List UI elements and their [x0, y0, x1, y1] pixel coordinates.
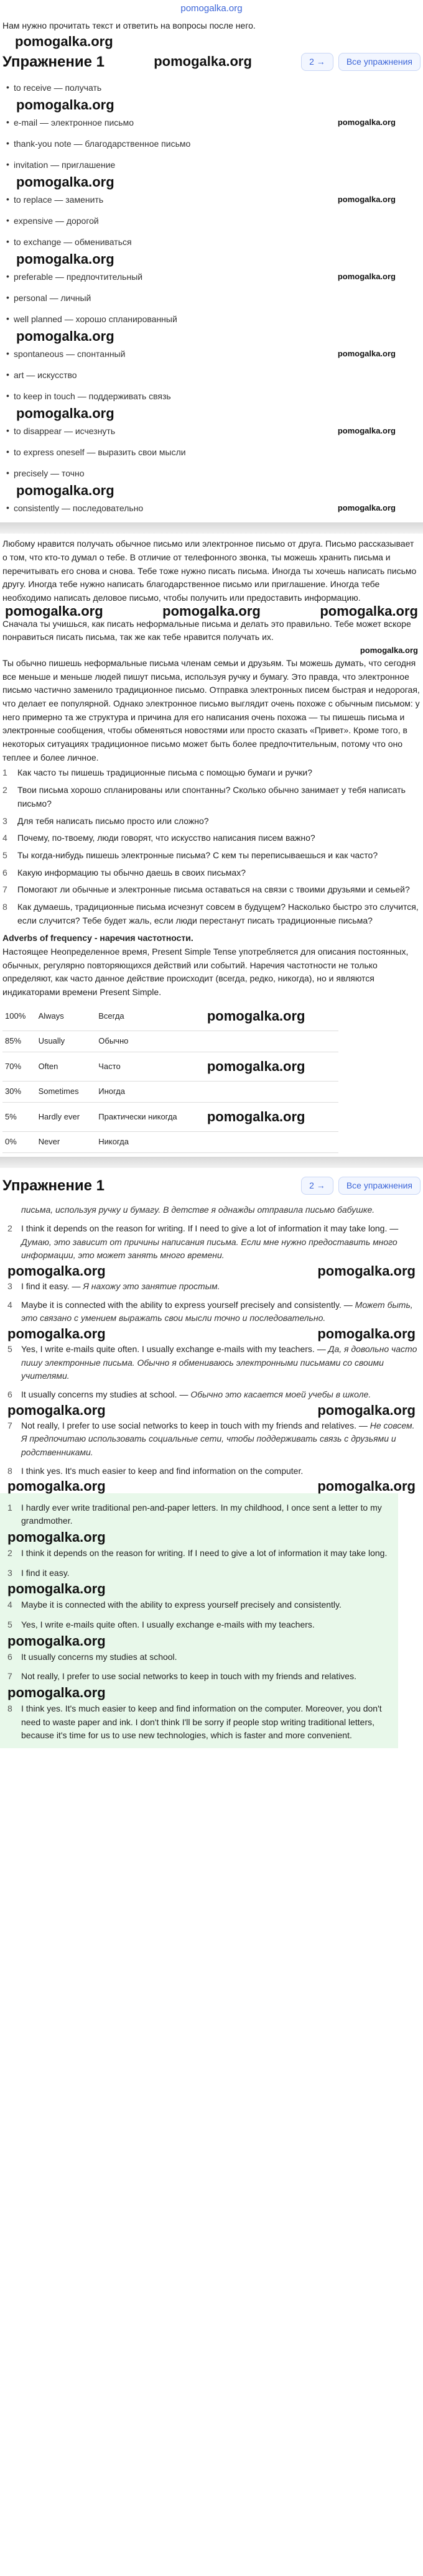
question-text: Твои письма хорошо спланированы или спонтанны? Сколько обычно занимает у тебя написать письмо? — [17, 785, 406, 808]
watermark-row — [2, 1265, 421, 1277]
watermark: pomogalka.org — [162, 603, 261, 619]
watermark-row — [2, 1404, 421, 1417]
question-number: 6 — [2, 867, 7, 878]
watermark: pomogalka.org — [7, 1581, 106, 1597]
vocab-item — [2, 210, 421, 231]
answer-text: Not really, I prefer to use social networks to keep in touch with my friends and relatives. — [21, 1671, 356, 1682]
table-cell: 5% — [2, 1102, 36, 1131]
question-item — [2, 881, 421, 899]
answer-number: 2 — [7, 1547, 12, 1558]
exercise-nav — [301, 53, 421, 72]
watermark: pomogalka.org — [7, 1325, 106, 1341]
table-cell: Sometimes — [36, 1081, 96, 1102]
vocab-item — [2, 133, 421, 154]
answer-translation: Не совсем. Я предпочитаю использовать социальные сети, чтобы поддерживать связь с друзьями и родственниками. — [21, 1420, 415, 1458]
frequency-table — [2, 1002, 338, 1153]
watermark-row — [2, 98, 421, 112]
question-item — [2, 830, 421, 847]
table-row — [2, 1031, 338, 1052]
table-cell — [205, 1102, 338, 1131]
answer-translation: письма, используя ручку и бумагу. В детстве я однажды отправила письмо бабушке. — [21, 1205, 375, 1215]
vocab-text: art — искусство — [14, 370, 77, 381]
answer-text — [21, 1222, 421, 1263]
vocab-item — [2, 308, 421, 330]
watermark-row — [2, 253, 421, 266]
answer-translation: Обычно это касается моей учебы в школе. — [190, 1389, 371, 1400]
watermark-row — [2, 1478, 421, 1494]
exercise-header — [0, 1172, 423, 1201]
vocab-item — [2, 420, 421, 442]
vocab-item — [2, 77, 421, 98]
answer-number: 5 — [7, 1619, 12, 1629]
vocab-item — [2, 287, 421, 308]
table-row — [2, 1132, 338, 1153]
answer-text: I find it easy. — [21, 1567, 70, 1578]
watermark-row — [0, 35, 423, 48]
answer-translation: Может быть, это связано с умением выражать свои мысли точно и последовательно. — [21, 1299, 413, 1323]
watermark: pomogalka.org — [7, 1633, 106, 1649]
answer-number: 6 — [7, 1389, 12, 1400]
answer-item — [2, 1417, 421, 1462]
text-paragraph-2: Сначала ты учишься, как писать неформальные письма и делать это правильно. Тебе может вскоре понравиться писать письма, так же как тебе нравится получать их. — [2, 618, 411, 642]
question-number: 4 — [2, 833, 7, 843]
table-cell: 30% — [2, 1081, 36, 1102]
watermark: pomogalka.org — [5, 603, 103, 619]
answer-text: Yes, I write e-mails quite often. I usually exchange e-mails with my teachers. — [21, 1619, 315, 1629]
table-cell: Практически никогда — [96, 1102, 205, 1131]
divider — [0, 522, 423, 534]
vocab-text: to disappear — исчезнуть — [14, 426, 116, 437]
site-link[interactable]: pomogalka.org — [180, 3, 243, 14]
question-text: Почему, по-твоему, люди говорят, что искусство написания писем важно? — [17, 833, 315, 843]
table-cell: 100% — [2, 1002, 36, 1031]
watermark: pomogalka.org — [337, 195, 396, 205]
watermark-row — [2, 1325, 421, 1341]
vocab-item — [2, 442, 421, 463]
table-cell: 70% — [2, 1052, 36, 1081]
vocab-text: spontaneous — спонтанный — [14, 349, 126, 359]
watermark: pomogalka.org — [7, 1402, 106, 1418]
question-item — [2, 782, 421, 812]
answer-item — [2, 1201, 421, 1220]
answer-number: 2 — [7, 1223, 12, 1233]
watermark-row — [2, 484, 421, 498]
table-cell: 85% — [2, 1031, 36, 1052]
next-exercise-button[interactable]: 2 → — [301, 53, 333, 72]
vocab-text: to keep in touch — поддерживать связь — [14, 391, 171, 402]
watermark-row — [2, 407, 421, 420]
table-cell: Обычно — [96, 1031, 205, 1052]
watermark: pomogalka.org — [337, 503, 396, 513]
watermark-row — [0, 605, 423, 618]
watermark: pomogalka.org — [207, 1108, 305, 1124]
table-cell: Always — [36, 1002, 96, 1031]
watermark: pomogalka.org — [207, 1058, 305, 1074]
table-cell: Часто — [96, 1052, 205, 1081]
exercise-title: Упражнение 1 — [2, 1177, 105, 1195]
vocab-item — [2, 266, 421, 287]
text-paragraph-1: Любому нравится получать обычное письмо или электронное письмо от друга. Письмо рассказывает о том, что кто-то думал о тебе. В отличие от телефонного звонка, ты можешь хранить письма и перечитывать его снова и снова. Тебе тоже нужно писать письма. Иногда ты хочешь написать письмо другу. Иногда тебе нужно написать благодарственное письмо или приглашение. Иногда тебе необходимо написать деловое письмо, чтобы получить или предоставить информацию. — [2, 539, 417, 603]
watermark-row — [0, 644, 423, 657]
watermark-row — [2, 330, 421, 343]
watermark: pomogalka.org — [207, 1008, 305, 1024]
watermark: pomogalka.org — [317, 1263, 416, 1279]
table-cell: 0% — [2, 1132, 36, 1153]
table-row — [2, 1052, 338, 1081]
answer-text — [21, 1280, 220, 1294]
vocab-text: e-mail — электронное письмо — [14, 118, 134, 128]
answer-english: I think it depends on the reason for writing. If I need to give a lot of information it may take long. — — [21, 1223, 399, 1233]
answer-english: Not really, I prefer to use social networks to keep in touch with my friends and relatives. — — [21, 1420, 370, 1430]
all-exercises-button[interactable]: Все упражнения — [338, 53, 421, 72]
adverbs-text: Настоящее Неопределенное время, Present Simple Tense употребляется для описания постоянных, обычных, регулярно повторяющихся действий или событий. Наречия частотности не только определяют, как часто данное действие происходит (всегда, редко, никогда), но и являются индикаторами времени Present Simple. — [2, 947, 409, 998]
answer-item — [2, 1647, 396, 1667]
vocab-text: preferable — предпочтительный — [14, 272, 143, 282]
watermark: pomogalka.org — [16, 328, 114, 345]
answer-number: 5 — [7, 1344, 12, 1355]
answer-text — [21, 1299, 421, 1325]
intro-text: Нам нужно прочитать текст и ответить на вопросы после него. — [2, 21, 256, 31]
watermark: pomogalka.org — [16, 97, 114, 113]
answer-text: I think yes. It's much easier to keep and find information on the computer. Moreover, you don't need to waste paper and ink. I don't think I'll be sorry if people stop writing traditional letters, because it's time for us to use new technologies, which is faster and more convenient. — [21, 1703, 382, 1741]
vocab-text: consistently — последовательно — [14, 503, 144, 514]
watermark: pomogalka.org — [7, 1684, 106, 1700]
watermark: pomogalka.org — [154, 53, 252, 70]
vocab-text: expensive — дорогой — [14, 216, 99, 226]
answers-english-block — [0, 1493, 398, 1749]
question-text: Ты когда-нибудь пишешь электронные письма? С кем ты переписываешься и как часто? — [17, 850, 378, 860]
question-text: Как часто ты пишешь традиционные письма с помощью бумаги и ручки? — [17, 767, 312, 778]
answer-translation: Думаю, это зависит от причины написания письма. Если мне нужно предоставить много информации, это может занять много времени. — [21, 1236, 397, 1261]
all-exercises-button[interactable]: Все упражнения — [338, 1177, 421, 1195]
answers-english-list — [0, 1498, 398, 1746]
question-number: 7 — [2, 884, 7, 895]
vocab-text: invitation — приглашение — [14, 160, 116, 170]
answer-translation: Я нахожу это занятие простым. — [83, 1281, 220, 1291]
vocab-item — [2, 386, 421, 407]
answer-number: 7 — [7, 1420, 12, 1430]
watermark: pomogalka.org — [7, 1263, 106, 1279]
answer-english: Maybe it is connected with the ability to express yourself precisely and consistently. — — [21, 1299, 355, 1310]
watermark: pomogalka.org — [16, 251, 114, 267]
next-exercise-button[interactable]: 2 → — [301, 1177, 333, 1195]
vocab-item — [2, 231, 421, 253]
answer-number: 1 — [7, 1502, 12, 1513]
answer-number: 4 — [7, 1299, 12, 1310]
watermark: pomogalka.org — [16, 405, 114, 422]
watermark-row — [2, 1684, 396, 1700]
site-header — [0, 0, 423, 19]
question-item — [2, 899, 421, 929]
answer-item — [2, 1595, 396, 1615]
table-cell: Hardly ever — [36, 1102, 96, 1131]
table-row — [2, 1081, 338, 1102]
answer-text — [21, 1343, 421, 1383]
table-cell: Всегда — [96, 1002, 205, 1031]
vocab-item — [2, 154, 421, 175]
answer-number: 6 — [7, 1651, 12, 1662]
answer-text: It usually concerns my studies at school. — [21, 1651, 177, 1662]
watermark: pomogalka.org — [15, 33, 113, 49]
watermark: pomogalka.org — [337, 349, 396, 359]
question-number: 1 — [2, 767, 7, 778]
question-number: 5 — [2, 850, 7, 860]
question-item — [2, 847, 421, 864]
text-paragraph-3: Ты обычно пишешь неформальные письма членам семьи и друзьям. Ты можешь думать, что сегодня все меньше и меньше людей пишут письма, используя ручку и бумагу. Это правда, что электронное письмо частично заменило традиционное письмо. Отправка электронных писем быстрая и недорогая, что делает ее популярной. Однако электронное письмо выглядит очень похоже с обычным письмом: у него примерно та же структура и причина для его написания очень похожа — ты пишешь письма и электронные сообщения, чтобы обменяться новостями или просто сказать «Привет». Кроме того, в некоторых ситуациях традиционное письмо может быть более предпочтительным, потому что оно теплее и более личное. — [2, 657, 420, 762]
exercise-title: Упражнение 1 — [2, 53, 105, 70]
vocab-item — [2, 343, 421, 364]
vocab-text: to replace — заменить — [14, 195, 104, 205]
vocab-item — [2, 112, 421, 133]
answer-text — [21, 1203, 374, 1217]
question-number: 2 — [2, 785, 7, 795]
question-number: 8 — [2, 901, 7, 912]
question-item — [2, 764, 421, 782]
question-text: Помогают ли обычные и электронные письма оставаться на связи с твоими друзьями и семьей? — [17, 884, 410, 895]
question-number: 3 — [2, 815, 7, 826]
table-cell — [205, 1132, 338, 1153]
table-cell: Никогда — [96, 1132, 205, 1153]
watermark: pomogalka.org — [317, 1478, 416, 1494]
answer-english: It usually concerns my studies at school. — — [21, 1389, 191, 1400]
table-cell: Often — [36, 1052, 96, 1081]
answer-text — [21, 1419, 421, 1460]
watermark: pomogalka.org — [337, 118, 396, 127]
table-cell: Usually — [36, 1031, 96, 1052]
answer-item — [2, 1544, 396, 1564]
table-cell: Never — [36, 1132, 96, 1153]
table-cell — [205, 1031, 338, 1052]
adverbs-title: Adverbs of frequency - наречия частотности. — [2, 933, 193, 943]
table-cell — [205, 1052, 338, 1081]
table-cell: Иногда — [96, 1081, 205, 1102]
vocab-item — [2, 364, 421, 386]
questions-list — [0, 764, 423, 929]
vocab-item — [2, 463, 421, 484]
vocab-item — [2, 498, 421, 519]
question-text: Как думаешь, традиционные письма исчезнут совсем в будущем? Насколько быстро это случится, если случится? Тебе будет жаль, если люди перестанут писать традиционные письма? — [17, 901, 419, 925]
vocab-text: personal — личный — [14, 293, 91, 303]
watermark: pomogalka.org — [360, 645, 418, 655]
answer-number: 8 — [7, 1703, 12, 1714]
exercise-nav — [301, 1177, 421, 1195]
question-item — [2, 864, 421, 882]
answer-number: 3 — [7, 1281, 12, 1291]
watermark-row — [2, 1531, 396, 1544]
table-row — [2, 1102, 338, 1131]
answer-number — [2, 1203, 21, 1217]
table-cell — [205, 1002, 338, 1031]
vocab-text: to express oneself — выразить свои мысли — [14, 447, 186, 458]
vocab-text: precisely — точно — [14, 468, 85, 479]
answer-text: I think it depends on the reason for writing. If I need to give a lot of information it may take long. — [21, 1547, 388, 1558]
answer-text: Maybe it is connected with the ability to express yourself precisely and consistently. — [21, 1600, 342, 1610]
vocab-item — [2, 189, 421, 210]
watermark: pomogalka.org — [337, 426, 396, 436]
answer-number: 3 — [7, 1567, 12, 1578]
answer-item — [2, 1340, 421, 1386]
answer-translation: Да, я довольно часто пишу электронные письма. Обычно я обмениваюсь электронными письмами со своими учителями. — [21, 1344, 417, 1381]
answer-english: I find it easy. — — [21, 1281, 83, 1291]
answer-english: Yes, I write e-mails quite often. I usually exchange e-mails with my teachers. — — [21, 1344, 328, 1355]
vocabulary-list — [0, 77, 423, 519]
watermark: pomogalka.org — [317, 1402, 416, 1418]
watermark: pomogalka.org — [16, 174, 114, 190]
answers-list — [0, 1201, 423, 1493]
vocab-text: well planned — хорошо спланированный — [14, 314, 177, 325]
watermark-row — [2, 1635, 396, 1647]
answer-item — [2, 1220, 421, 1265]
watermark-row — [2, 1583, 396, 1595]
answer-number: 4 — [7, 1600, 12, 1610]
question-text: Для тебя написать письмо просто или сложно? — [17, 815, 209, 826]
answer-text: I hardly ever write traditional pen-and-paper letters. In my childhood, I once sent a letter to my grandmother. — [21, 1502, 382, 1526]
exercise-header — [0, 48, 423, 77]
answer-number: 8 — [7, 1465, 12, 1476]
watermark: pomogalka.org — [320, 603, 418, 619]
watermark: pomogalka.org — [337, 272, 396, 282]
table-cell — [205, 1081, 338, 1102]
watermark: pomogalka.org — [16, 483, 114, 499]
watermark-row — [2, 175, 421, 189]
vocab-text: to exchange — обмениваться — [14, 237, 132, 248]
question-text: Какую информацию ты обычно даешь в своих письмах? — [17, 867, 246, 878]
watermark: pomogalka.org — [7, 1529, 106, 1545]
question-item — [2, 813, 421, 830]
divider — [0, 1157, 423, 1168]
table-row — [2, 1002, 338, 1031]
answer-item — [2, 1699, 396, 1746]
answer-number: 7 — [7, 1671, 12, 1682]
vocab-text: to receive — получать — [14, 83, 102, 93]
answer-english: I think yes. It's much easier to keep and find information on the computer. — [21, 1465, 304, 1476]
vocab-text: thank-you note — благодарственное письмо — [14, 139, 191, 149]
watermark: pomogalka.org — [317, 1325, 416, 1341]
watermark: pomogalka.org — [7, 1478, 106, 1494]
